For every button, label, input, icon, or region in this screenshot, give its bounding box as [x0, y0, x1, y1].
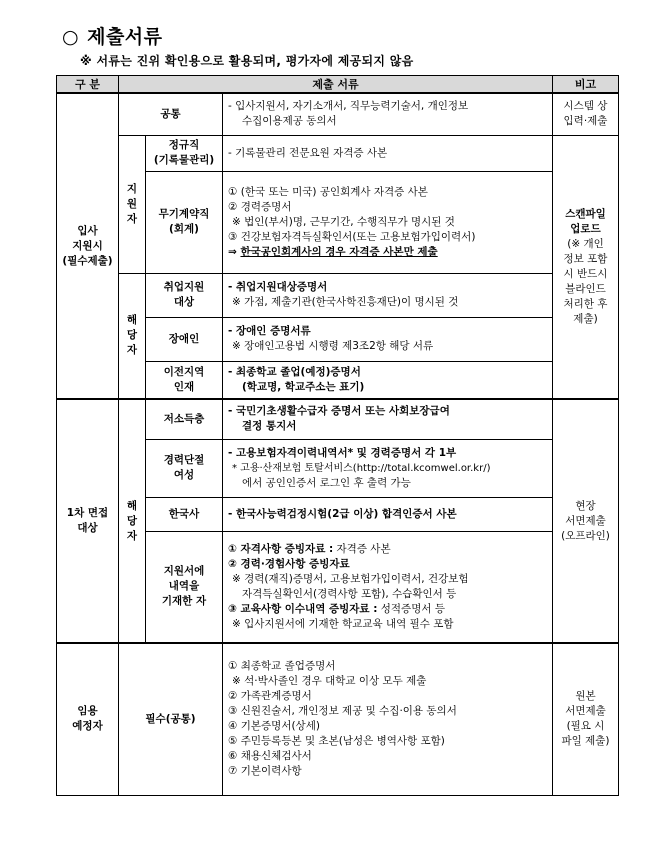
- section-title: ○ 제출서류: [62, 26, 163, 48]
- table-row: [57, 643, 619, 795]
- hire-remark: 원본 서면제출 (필요 시 파일 제출): [553, 643, 619, 795]
- career-break-label: 경력단절 여성: [146, 439, 223, 497]
- table-header-row: [57, 76, 619, 94]
- table-row: [57, 135, 619, 171]
- arrow-right-icon: ⇒: [228, 245, 237, 258]
- regular-label: 정규직 (기록물관리): [146, 135, 223, 171]
- employment-support-desc: - 취업지원대상증명서 ※ 가점, 제출기관(한국사학진흥재단)이 명시된 것: [223, 273, 553, 317]
- stated-in-form-desc: ① 자격사항 증빙자료 : 자격증 사본 ② 경력·경험사항 증빙자료 ※ 경력(재직)증명서, 고용보험가입이력서, 건강보험 자격득실확인서(경력사항 포함), 수습확인서 등 ③ 교육사항 이수내역 증빙자료 : 성적증명서 등 ※ 입사지원서에 기재한 학교교육 내역 필수 포함: [223, 531, 553, 643]
- hire-desc: ① 최종학교 졸업증명서 ※ 석·박사졸인 경우 대학교 이상 모두 제출 ② 가족관계증명서 ③ 신원진술서, 개인정보 제공 및 수집·이용 동의서 ④ 기본증명서(상세) ⑤ 주민등록등본 및 초본(남성은 병역사항 포함) ⑥ 채용신체검사서 ⑦ 기본이력사항: [223, 643, 553, 795]
- interview-remark: 현장 서면제출 (오프라인): [553, 399, 619, 643]
- apply-category-cell: 입사 지원시 (필수제출): [57, 93, 119, 399]
- career-break-desc: - 고용보험자격이력내역서* 및 경력증명서 각 1부 * 고용·산재보험 토탈서비스(http://total.kcomwel.or.kr/) 에서 공인인증서 로그인 후 출력 가능: [223, 439, 553, 497]
- hire-required-label: 필수(공통): [119, 643, 223, 795]
- common-remark: 시스템 상 입력·제출: [553, 93, 619, 135]
- korean-history-label: 한국사: [146, 497, 223, 531]
- circle-bullet-icon: ○: [62, 26, 80, 48]
- employment-support-label: 취업지원 대상: [146, 273, 223, 317]
- interview-eligible-label: 해 당 자: [119, 399, 146, 643]
- eligible-label: 해 당 자: [119, 273, 146, 399]
- stated-in-form-label: 지원서에 내역을 기재한 자: [146, 531, 223, 643]
- common-label: 공통: [119, 93, 223, 135]
- disabled-label: 장애인: [146, 317, 223, 361]
- common-desc: - 입사지원서, 자기소개서, 직무능력기술서, 개인정보 수집이용제공 동의서: [223, 93, 553, 135]
- notice-text: ※ 서류는 진위 확인용으로 활용되며, 평가자에 제공되지 않음: [80, 54, 414, 68]
- table-row: [57, 93, 619, 135]
- upload-remark: 스캔파일 업로드 (※ 개인 정보 포함 시 반드시 블라인드 처리한 후 제출): [553, 135, 619, 399]
- header-documents: 제출 서류: [119, 76, 553, 94]
- table-row: [57, 273, 619, 317]
- low-income-label: 저소득층: [146, 399, 223, 439]
- header-category: 구 분: [57, 76, 119, 94]
- regular-desc: - 기록물관리 전문요원 자격증 사본: [223, 135, 553, 171]
- contract-label: 무기계약직 (회계): [146, 171, 223, 273]
- header-remark: 비고: [553, 76, 619, 94]
- documents-table: [56, 75, 619, 796]
- low-income-desc: - 국민기초생활수급자 증명서 또는 사회보장급여 결정 통지서: [223, 399, 553, 439]
- relocation-desc: - 최종학교 졸업(예정)증명서 (학교명, 학교주소는 표기): [223, 361, 553, 399]
- korean-history-desc: - 한국사능력검정시험(2급 이상) 합격인증서 사본: [223, 497, 553, 531]
- table-row: [57, 399, 619, 439]
- hire-category-cell: 임용 예정자: [57, 643, 119, 795]
- applicant-label: 지 원 자: [119, 135, 146, 273]
- disabled-desc: - 장애인 증명서류 ※ 장애인고용법 시행령 제3조2항 해당 서류: [223, 317, 553, 361]
- relocation-label: 이전지역 인재: [146, 361, 223, 399]
- interview-category-cell: 1차 면접 대상: [57, 399, 119, 643]
- contract-desc: ① (한국 또는 미국) 공인회계사 자격증 사본 ② 경력증명서 ※ 법인(부서)명, 근무기간, 수행직무가 명시된 것 ③ 건강보험자격득실확인서(또는 고용보험가입이력서) ⇒ 한국공인회계사의 경우 자격증 사본만 제출: [223, 171, 553, 273]
